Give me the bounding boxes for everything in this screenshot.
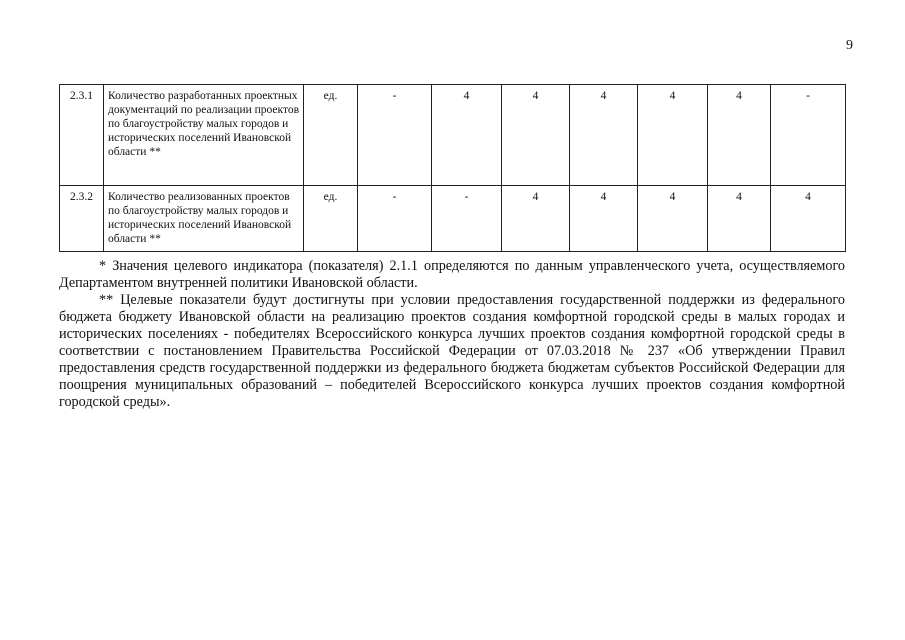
footnotes	[59, 258, 845, 411]
table-row	[60, 186, 846, 252]
value-cell: -	[358, 186, 432, 252]
value-cell: 4	[502, 85, 570, 186]
table-row	[60, 85, 846, 186]
value-cell: 4	[771, 186, 846, 252]
unit-cell: ед.	[304, 186, 358, 252]
footnote-double-asterisk: ** Целевые показатели будут достигнуты при условии предоставления государственной поддержки из федерального бюджета бюджету Ивановской области на реализацию проектов создания комфортной городской среды в малых городах и исторических поселениях - победителях Всероссийского конкурса лучших проектов создания комфортной городской среды в соответствии с постановлением Правительства Российской Федерации от 07.03.2018 № 237 «Об утверждении Правил предоставления средств государственной поддержки из федерального бюджета бюджетам субъектов Российской Федерации для поощрения муниципальных образований – победителей Всероссийского конкурса лучших проектов создания комфортной городской среды».	[59, 292, 845, 410]
row-number: 2.3.2	[60, 186, 104, 252]
value-cell: 4	[708, 186, 771, 252]
value-cell: 4	[708, 85, 771, 186]
value-cell: 4	[570, 85, 638, 186]
value-cell: 4	[638, 85, 708, 186]
value-cell: -	[771, 85, 846, 186]
page-number: 9	[846, 38, 853, 53]
indicators-table	[59, 84, 846, 252]
unit-cell: ед.	[304, 85, 358, 186]
value-cell: -	[358, 85, 432, 186]
value-cell: 4	[638, 186, 708, 252]
value-cell: 4	[432, 85, 502, 186]
indicator-name: Количество разработанных проектных документаций по реализации проектов по благоустройству малых городов и исторических поселений Ивановской области **	[104, 85, 304, 186]
value-cell: 4	[570, 186, 638, 252]
value-cell: -	[432, 186, 502, 252]
row-number: 2.3.1	[60, 85, 104, 186]
indicator-name: Количество реализованных проектов по благоустройству малых городов и исторических поселений Ивановской области **	[104, 186, 304, 252]
value-cell: 4	[502, 186, 570, 252]
footnote-single-asterisk: * Значения целевого индикатора (показателя) 2.1.1 определяются по данным управленческого учета, осуществляемого Департаментом внутренней политики Ивановской области.	[59, 258, 845, 291]
